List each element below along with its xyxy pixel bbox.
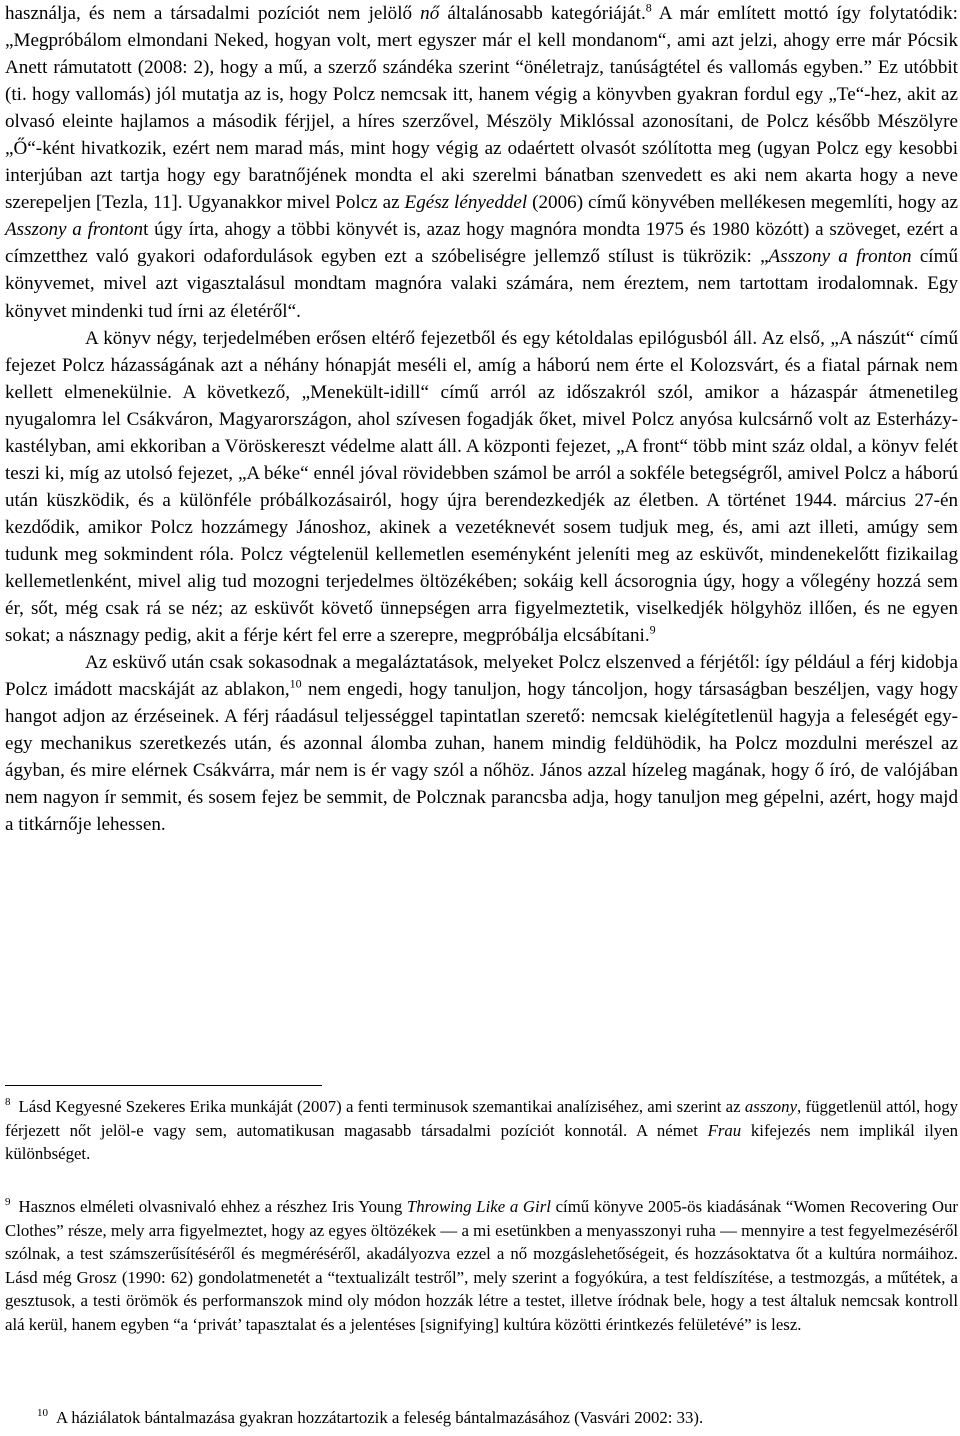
footnote-reference: 10	[289, 676, 302, 691]
paragraph-3	[5, 649, 958, 838]
text-run: című könyve 2005-ös kiadásának “Women Recovering Our Clothes” része, mely arra figyelmeztet, hogy az egyes öltözékek — a mi esetünkben a menyasszonyi ruha — mennyire a test fegyelmezéséről szólnak, a test számszerűsítéséről és megméréséről, akadályozva ezzel a nő mozgáslehetőségeit, és hozzásoktatva őt a kultúra normáihoz. Lásd még Grosz (1990: 62) gondolatmenetét a “textualizált testről”, mely szerint a fogyókúra, a test feldíszítése, a testmozgás, a műtétek, a gesztusok, a testi örömök és performanszok mind oly módon hozzák létre a testet, illetve íródnak bele, hogy a test általuk nemcsak kontroll alá kerül, hanem egyben “a ‘privát’ tapasztalat és a jelentéses [signifying] kultúra közötti érintkezés felületévé” is lesz.	[5, 1197, 958, 1334]
italic-text: Throwing Like a Girl	[406, 1197, 551, 1216]
text-run: A háziálatok bántalmazása gyakran hozzátartozik a feleség bántalmazásához (Vasvári 2002: 33).	[56, 1408, 704, 1427]
footnote-separator	[5, 1085, 322, 1086]
italic-text: Frau	[707, 1120, 742, 1140]
footnote-8	[5, 1095, 958, 1166]
footnote-mark: 9	[5, 1196, 11, 1209]
italic-text: asszony	[744, 1097, 798, 1116]
text-run: Az esküvő után csak sokasodnak a megaláztatások, melyeket Polcz elszenved a férjétől: így például a férj kidobja Polcz imádott macskáját az ablakon,	[5, 652, 958, 701]
italic-text: Egész lényeddel	[404, 192, 528, 214]
footnote-9	[5, 1195, 958, 1336]
text-run: t úgy írta, ahogy a többi könyvét is, azaz hogy magnóra mondta 1975 és 1980 közótt) a szöveget, ezért a címzetthez való gyakori odafordulások egyben ezt a szóbeliségre jellemző stílust is tükrözik: „	[5, 219, 958, 268]
italic-text: Asszony a fronton	[768, 246, 912, 268]
text-run: kifejezés nem implikál ilyen különbséget.	[5, 1120, 958, 1163]
text-run: A könyv négy, terjedelmében erősen eltérő fejezetből és egy kétoldalas epilógusból áll. Az első, „A nászút“ című fejezet Polcz házasságának azt a néhány hónapját meséli el, amíg a háború nem érte el Kolozsvárt, és a fiatal párnak nem kellett elmenekülnie. A következő, „Menekült-idill“ című arról az időszakról szól, amikor a házaspár átmenetileg nyugalomra lel Csákváron, Magyarországon, ahol szívesen fogadják őket, mivel Polcz anyósa kulcsárnő volt az Esterházy-kastélyban, ami ekkoriban a Vöröskereszt védelme alatt áll. A központi fejezet, „A front“ több mint száz oldal, a könyv felét teszi ki, míg az utolsó fejezet, „A béke“ ennél jóval rövidebben számol be arról a sokféle betegségről, amivel Polcz a háború után küszködik, és a különféle próbálkozásairól, hogy újra berendezkedjék az életben. A történet 1944. március 27-én kezdődik, amikor Polcz hozzámegy Jánoshoz, akinek a vezetéknevét sosem tudjuk meg, és, ami azt illeti, amúgy sem tudunk meg sokmindent róla. Polcz végtelenül kellemetlen eseményként jeleníti meg az esküvőt, mindenekelőtt fizikailag kellemetlenként, mivel alig tud mozogni terjedelmes öltözékében; sokáig kell ácsorognia úgy, hogy a vőlegény hozzá sem ér, sőt, még csak rá se néz; az esküvőt követő ünnepségen arra figyelmeztetik, viselkedjék hölgyhöz illően, és ne egyen sokat; a násznagy pedig, akit a férje kért fel erre a szerepre, megpróbálja elcsábítani.	[5, 327, 958, 647]
footnote-mark: 10	[37, 1407, 48, 1420]
text-run: (2006) című könyvében mellékesen megemlíti, hogy az	[527, 192, 958, 214]
footnote-text	[56, 1408, 703, 1427]
main-text	[5, 0, 958, 838]
footnote-reference: 9	[649, 622, 656, 637]
paragraph-1	[5, 0, 958, 325]
italic-text: Asszony a fronton	[5, 219, 144, 241]
paragraph-2	[5, 325, 958, 650]
text-run: használja, és nem a társadalmi pozíciót nem jelölő	[5, 3, 421, 24]
text-run: A már említett mottó így folytatódik: „Megpróbálom elmondani Neked, hogyan volt, mert egyszer már el kell mondanom“, ami azt jelzi, ahogy erre már Pócsik Anett rámutatott (2008: 2), hogy a mű, a szerző szándéka szerint “önéletrajz, tanúságtétel és vallomás egyben.” Ez utóbbit (ti. hogy vallomás) jól mutatja az is, hogy Polcz nemcsak itt, hanem végig a könyvben gyakran fordul egy „Te“-hez, akit az olvasó eleinte hajlamos a második férjjel, a híres szerzővel, Mészöly Miklóssal azonosítani, de Polcz később Mészölyre „Ő“-ként hivatkozik, ezért nem marad más, mint hogy végig az odaértett olvasót szólította meg (ugyan Polcz egy kesobbi interjúban azt tartja hogy egy baratnőjének mondta el aki szerelmi bánatban szenvedett es aki nem akarta hogy a neve szerepeljen [Tezla, 11]. Ugyanakkor mivel Polcz az	[5, 3, 958, 214]
footnote-text	[5, 1197, 958, 1334]
text-run: című könyvemet, mivel azt vigasztalásul mondtam magnóra valaki számára, nem éreztem, nem tartottam irodalomnak. Egy könyvet mindenki tud írni az életéről“.	[5, 246, 958, 322]
footnote-reference: 8	[645, 0, 652, 15]
text-run: Hasznos elméleti olvasnivaló ehhez a részhez Iris Young	[18, 1197, 407, 1216]
text-run: Lásd Kegyesné Szekeres Erika munkáját (2007) a fenti terminusok szemantikai analíziséhez, ami szerint az	[18, 1097, 745, 1116]
italic-text: nő	[420, 3, 440, 24]
text-run: általánosabb kategóriáját.	[439, 3, 646, 24]
footnote-10	[5, 1406, 958, 1430]
text-run: nem engedi, hogy tanuljon, hogy táncoljon, hogy társaságban beszéljen, vagy hogy hangot adjon az érzéseinek. A férj ráadásul teljességgel tapintatlan szerető: nemcsak kielégítetlenül hagyja a feleségét egy-egy mechanikus szeretkezés után, és azonnal álomba zuhan, hanem mindig feldühödik, ha Polcz mozdulni merészel az ágyban, és mire elérnek Csákvárra, már nem is ér vagy szól a nőhöz. János azzal hízeleg magának, hogy ő író, de valójában nem nagyon ír semmit, és sosem fejez be semmit, de Polcznak parancsba adja, hogy tanuljon meg gépelni, azért, hogy majd a titkárnője lehessen.	[5, 679, 958, 836]
text-run: , függetlenül attól, hogy férjezett nőt jelöl-e vagy sem, automatikusan magasabb társadalmi pozíciót konnotál. A német	[5, 1097, 958, 1140]
footnote-mark: 8	[5, 1096, 11, 1109]
footnote-text	[5, 1097, 958, 1163]
